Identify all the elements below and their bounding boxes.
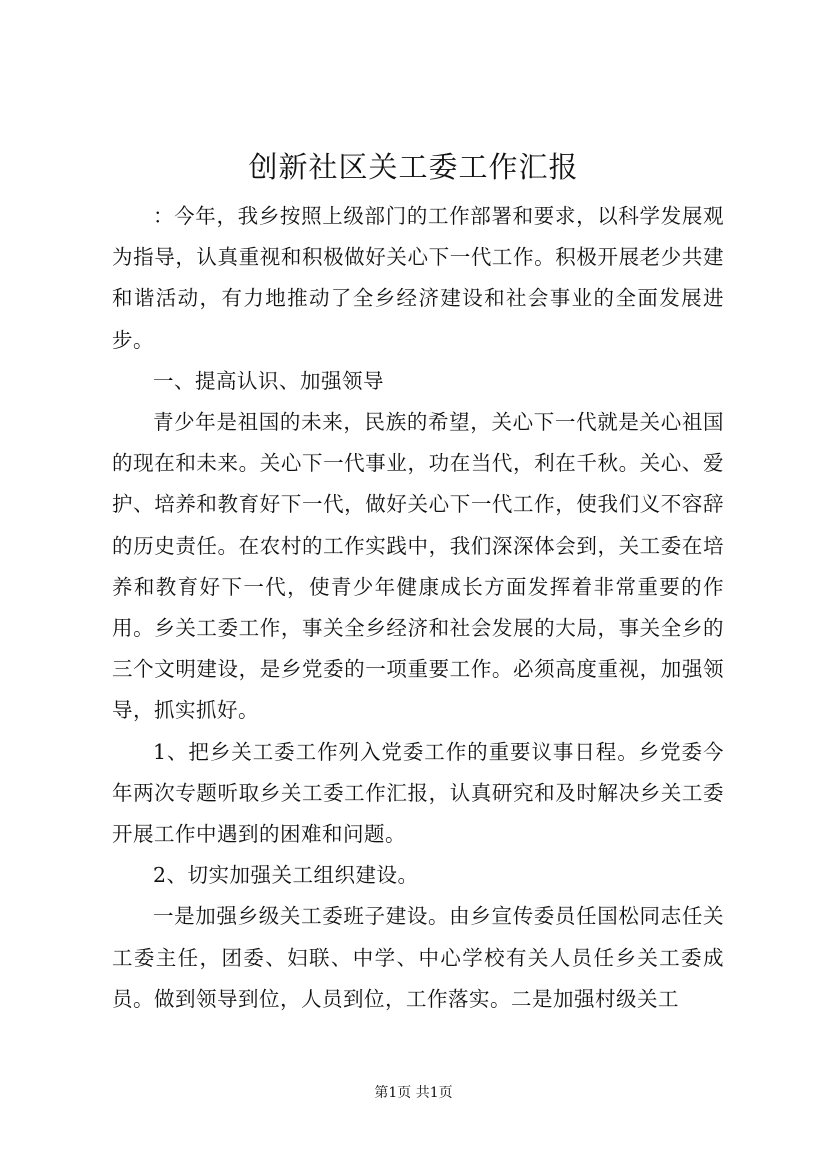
subsection-heading-2: 2、切实加强关工组织建设。 (153, 863, 419, 888)
document-title: 创新社区关工委工作汇报 (248, 150, 579, 184)
document-body (112, 196, 724, 1020)
body-paragraph: 一是加强乡级关工委班子建设。由乡宣传委员任国松同志任关工委主任，团委、妇联、中学、中心学校有关人员任乡关工委成员。做到领导到位，人员到位，工作落实。二是加强村级关工 (112, 904, 724, 1011)
body-paragraph: 1、把乡关工委工作列入党委工作的重要议事日程。乡党委今年两次专题听取乡关工委工作汇报，认真研究和及时解决乡关工委开展工作中遇到的困难和问题。 (112, 739, 724, 847)
intro-paragraph: ：今年，我乡按照上级部门的工作部署和要求，以科学发展观为指导，认真重视和积极做好关心下一代工作。积极开展老少共建和谐活动，有力地推动了全乡经济建设和社会事业的全面发展进步。 (112, 204, 724, 352)
page-number-footer: 第1页 共1页 (374, 1085, 453, 1101)
section-heading-1: 一、提高认识、加强领导 (153, 368, 384, 393)
body-paragraph: 青少年是祖国的未来，民族的希望，关心下一代就是关心祖国的现在和未来。关心下一代事业，功在当代，利在千秋。关心、爱护、培养和教育好下一代，做好关心下一代工作，使我们义不容辞的历史责任。在农村的工作实践中，我们深深体会到，关工委在培养和教育好下一代，使青少年健康成长方面发挥着非常重要的作用。乡关工委工作，事关全乡经济和社会发展的大局，事关全乡的三个文明建设，是乡党委的一项重要工作。必须高度重视，加强领导，抓实抓好。 (112, 410, 724, 723)
